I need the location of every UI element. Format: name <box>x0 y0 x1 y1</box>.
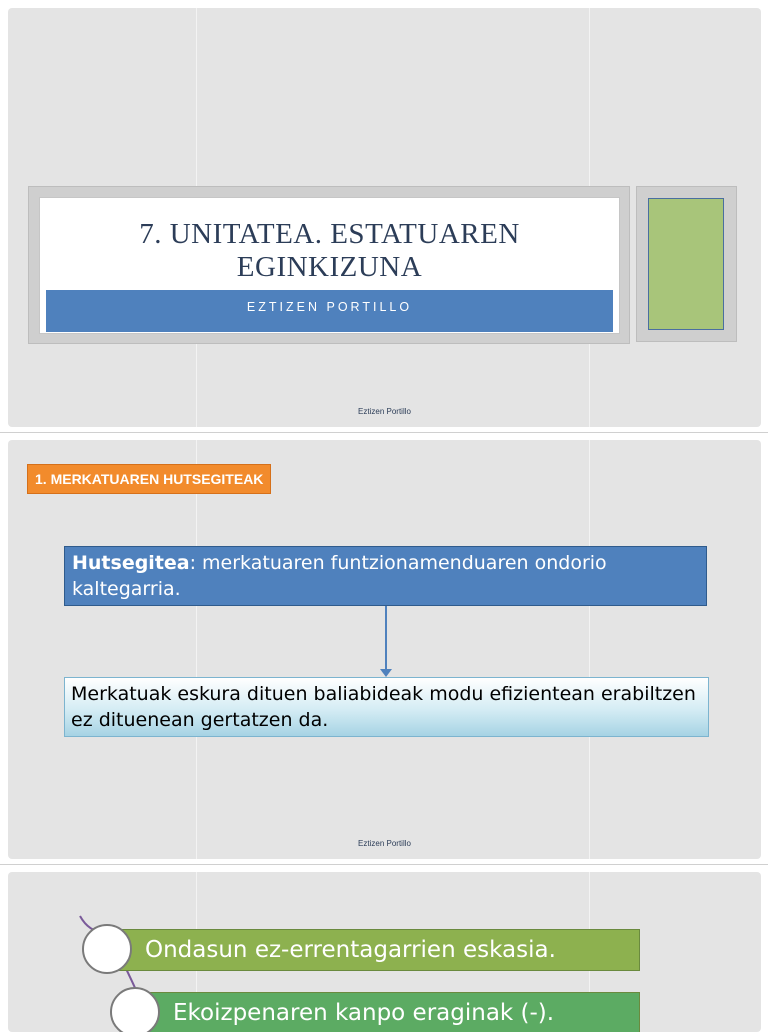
presentation-title: 7. UNITATEA. ESTATUAREN EGINKIZUNA <box>139 218 520 283</box>
side-decoration-frame <box>636 186 737 342</box>
slide-footer: Eztizen Portillo <box>358 839 411 848</box>
bullet-circle-icon <box>110 987 160 1032</box>
title-frame <box>28 186 630 344</box>
presentation-subtitle: EZTIZEN PORTILLO <box>246 300 413 314</box>
subtitle-band <box>46 290 613 332</box>
arrow-down-icon <box>380 669 392 677</box>
list-item <box>136 992 640 1032</box>
slide-separator <box>0 432 768 433</box>
side-decoration-block <box>648 198 724 330</box>
grid-line <box>196 440 197 859</box>
slide-title <box>8 8 761 427</box>
section-heading: 1. MERKATUAREN HUTSEGITEAK <box>27 464 271 494</box>
list-item-text: Ekoizpenaren kanpo eraginak (-). <box>173 1000 555 1026</box>
definition-box <box>64 546 707 606</box>
explanation-box: Merkatuak eskura dituen baliabideak modu efizientean erabiltzen ez dituenean gertatzen da. <box>64 677 709 737</box>
slide-failure-list <box>8 872 761 1032</box>
definition-text: : merkatuaren funtzionamenduaren ondorio kaltegarria. <box>72 552 607 600</box>
grid-line <box>589 440 590 859</box>
bullet-circle-icon <box>82 924 132 974</box>
list-item <box>108 929 640 971</box>
definition-term: Hutsegitea <box>72 552 190 574</box>
slide-footer: Eztizen Portillo <box>358 407 411 416</box>
connector-line <box>385 606 387 672</box>
slide-separator <box>0 864 768 865</box>
slide-market-failures <box>8 440 761 859</box>
list-item-text: Ondasun ez-errentagarrien eskasia. <box>145 937 556 963</box>
title-box <box>39 197 620 334</box>
